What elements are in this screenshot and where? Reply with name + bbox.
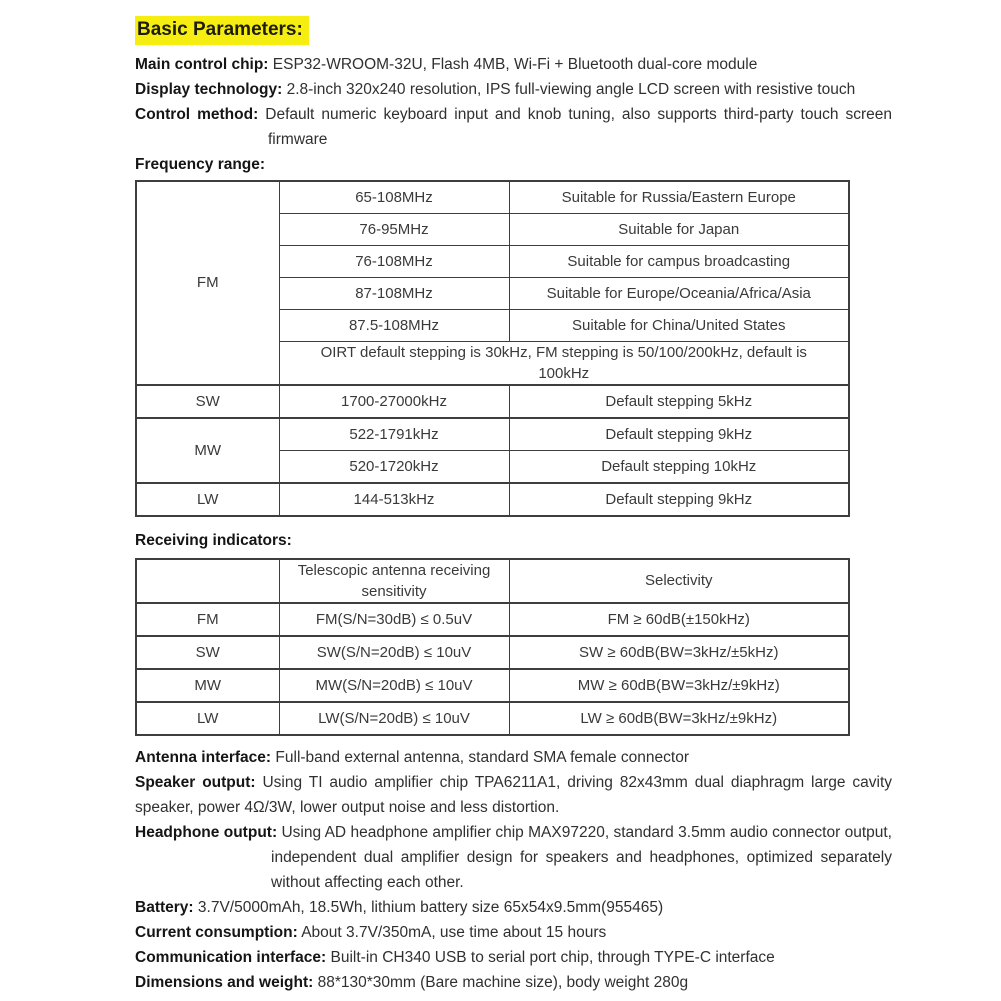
sensitivity-header-cell — [279, 559, 509, 603]
usage-cell: Default stepping 9kHz — [509, 418, 849, 451]
table-header-row — [136, 559, 849, 603]
range-cell: 65-108MHz — [279, 181, 509, 214]
range-cell: 522-1791kHz — [279, 418, 509, 451]
spec-speaker-output — [135, 770, 892, 820]
frequency-range-table — [135, 180, 850, 517]
spec-value: 3.7V/5000mAh, 18.5Wh, lithium battery size 65x54x9.5mm(955465) — [197, 899, 664, 916]
band-cell-lw: LW — [136, 702, 279, 735]
range-cell: 520-1720kHz — [279, 451, 509, 484]
spec-dimensions-weight — [135, 970, 892, 995]
range-cell: 76-108MHz — [279, 246, 509, 278]
band-cell-mw: MW — [136, 418, 279, 483]
usage-cell: Suitable for campus broadcasting — [509, 246, 849, 278]
band-cell-sw: SW — [136, 385, 279, 418]
usage-cell: Default stepping 5kHz — [509, 385, 849, 418]
spec-label: Antenna interface: — [135, 749, 272, 766]
spec-label: Display technology: — [135, 81, 283, 98]
spec-communication-interface — [135, 945, 892, 970]
spec-label: Current consumption: — [135, 924, 298, 941]
band-cell-lw: LW — [136, 483, 279, 516]
spec-antenna-interface — [135, 745, 892, 770]
spec-battery — [135, 895, 892, 920]
range-cell: 87-108MHz — [279, 278, 509, 310]
fm-stepping-note-cell — [279, 342, 849, 386]
band-cell-fm: FM — [136, 181, 279, 385]
receiving-indicators-table — [135, 558, 850, 736]
spec-value: Using AD headphone amplifier chip MAX97220, standard 3.5mm audio connector output, independent dual amplifier design for speakers and headphones, optimized separately without affecting each other. — [271, 824, 892, 891]
usage-cell: Suitable for China/United States — [509, 310, 849, 342]
range-cell: 87.5-108MHz — [279, 310, 509, 342]
spec-label: Headphone output: — [135, 824, 278, 841]
spec-value: Default numeric keyboard input and knob tuning, also supports third-party touch screen firmware — [265, 106, 892, 148]
sensitivity-cell: LW(S/N=20dB) ≤ 10uV — [279, 702, 509, 735]
selectivity-header-cell: Selectivity — [509, 559, 849, 603]
fm-stepping-note: OIRT default stepping is 30kHz, FM stepping is 50/100/200kHz, default is 100kHz — [320, 344, 807, 382]
spec-value: 88*130*30mm (Bare machine size), body weight 280g — [317, 974, 689, 991]
spec-value: About 3.7V/350mA, use time about 15 hours — [301, 924, 607, 941]
range-cell: 76-95MHz — [279, 214, 509, 246]
table-row — [136, 702, 849, 735]
page-title: Basic Parameters: — [135, 16, 309, 45]
spec-label: Dimensions and weight: — [135, 974, 314, 991]
spec-value: Built-in CH340 USB to serial port chip, through TYPE-C interface — [330, 949, 775, 966]
table-row — [136, 669, 849, 702]
spec-label: Control method: — [135, 106, 259, 123]
spec-value: Using TI audio amplifier chip TPA6211A1, driving 82x43mm dual diaphragm large cavity speaker, power 4Ω/3W, lower output noise and less distortion. — [135, 774, 893, 816]
usage-cell: Suitable for Russia/Eastern Europe — [509, 181, 849, 214]
sensitivity-cell: FM(S/N=30dB) ≤ 0.5uV — [279, 603, 509, 636]
spec-value: 2.8-inch 320x240 resolution, IPS full-viewing angle LCD screen with resistive touch — [286, 81, 856, 98]
receiving-indicators-heading: Receiving indicators: — [135, 532, 292, 549]
frequency-range-heading: Frequency range: — [135, 156, 266, 173]
spec-headphone-output — [135, 820, 892, 895]
selectivity-cell: SW ≥ 60dB(BW=3kHz/±5kHz) — [509, 636, 849, 669]
usage-cell: Default stepping 9kHz — [509, 483, 849, 516]
spec-control-method — [135, 102, 892, 152]
sensitivity-cell: SW(S/N=20dB) ≤ 10uV — [279, 636, 509, 669]
table-row — [136, 483, 849, 516]
spec-main-chip — [135, 52, 892, 77]
band-cell-fm: FM — [136, 603, 279, 636]
spec-label: Speaker output: — [135, 774, 256, 791]
table-row — [136, 181, 849, 214]
spec-label: Battery: — [135, 899, 194, 916]
usage-cell: Suitable for Japan — [509, 214, 849, 246]
table-row — [136, 418, 849, 451]
usage-cell: Default stepping 10kHz — [509, 451, 849, 484]
band-cell-mw: MW — [136, 669, 279, 702]
sensitivity-cell: MW(S/N=20dB) ≤ 10uV — [279, 669, 509, 702]
sensitivity-header: Telescopic antenna receiving sensitivity — [297, 562, 491, 600]
range-cell: 1700-27000kHz — [279, 385, 509, 418]
table-row — [136, 603, 849, 636]
spec-value: ESP32-WROOM-32U, Flash 4MB, Wi-Fi + Bluetooth dual-core module — [272, 56, 758, 73]
band-cell-sw: SW — [136, 636, 279, 669]
table-row — [136, 636, 849, 669]
spec-label: Main control chip: — [135, 56, 269, 73]
spec-value: Full-band external antenna, standard SMA female connector — [275, 749, 689, 766]
spec-current-consumption — [135, 920, 892, 945]
table-row — [136, 385, 849, 418]
usage-cell: Suitable for Europe/Oceania/Africa/Asia — [509, 278, 849, 310]
range-cell: 144-513kHz — [279, 483, 509, 516]
spec-display-technology — [135, 77, 892, 102]
selectivity-cell: FM ≥ 60dB(±150kHz) — [509, 603, 849, 636]
corner-cell — [136, 559, 279, 603]
bottom-specs — [135, 745, 892, 995]
selectivity-cell: MW ≥ 60dB(BW=3kHz/±9kHz) — [509, 669, 849, 702]
selectivity-cell: LW ≥ 60dB(BW=3kHz/±9kHz) — [509, 702, 849, 735]
spec-label: Communication interface: — [135, 949, 327, 966]
